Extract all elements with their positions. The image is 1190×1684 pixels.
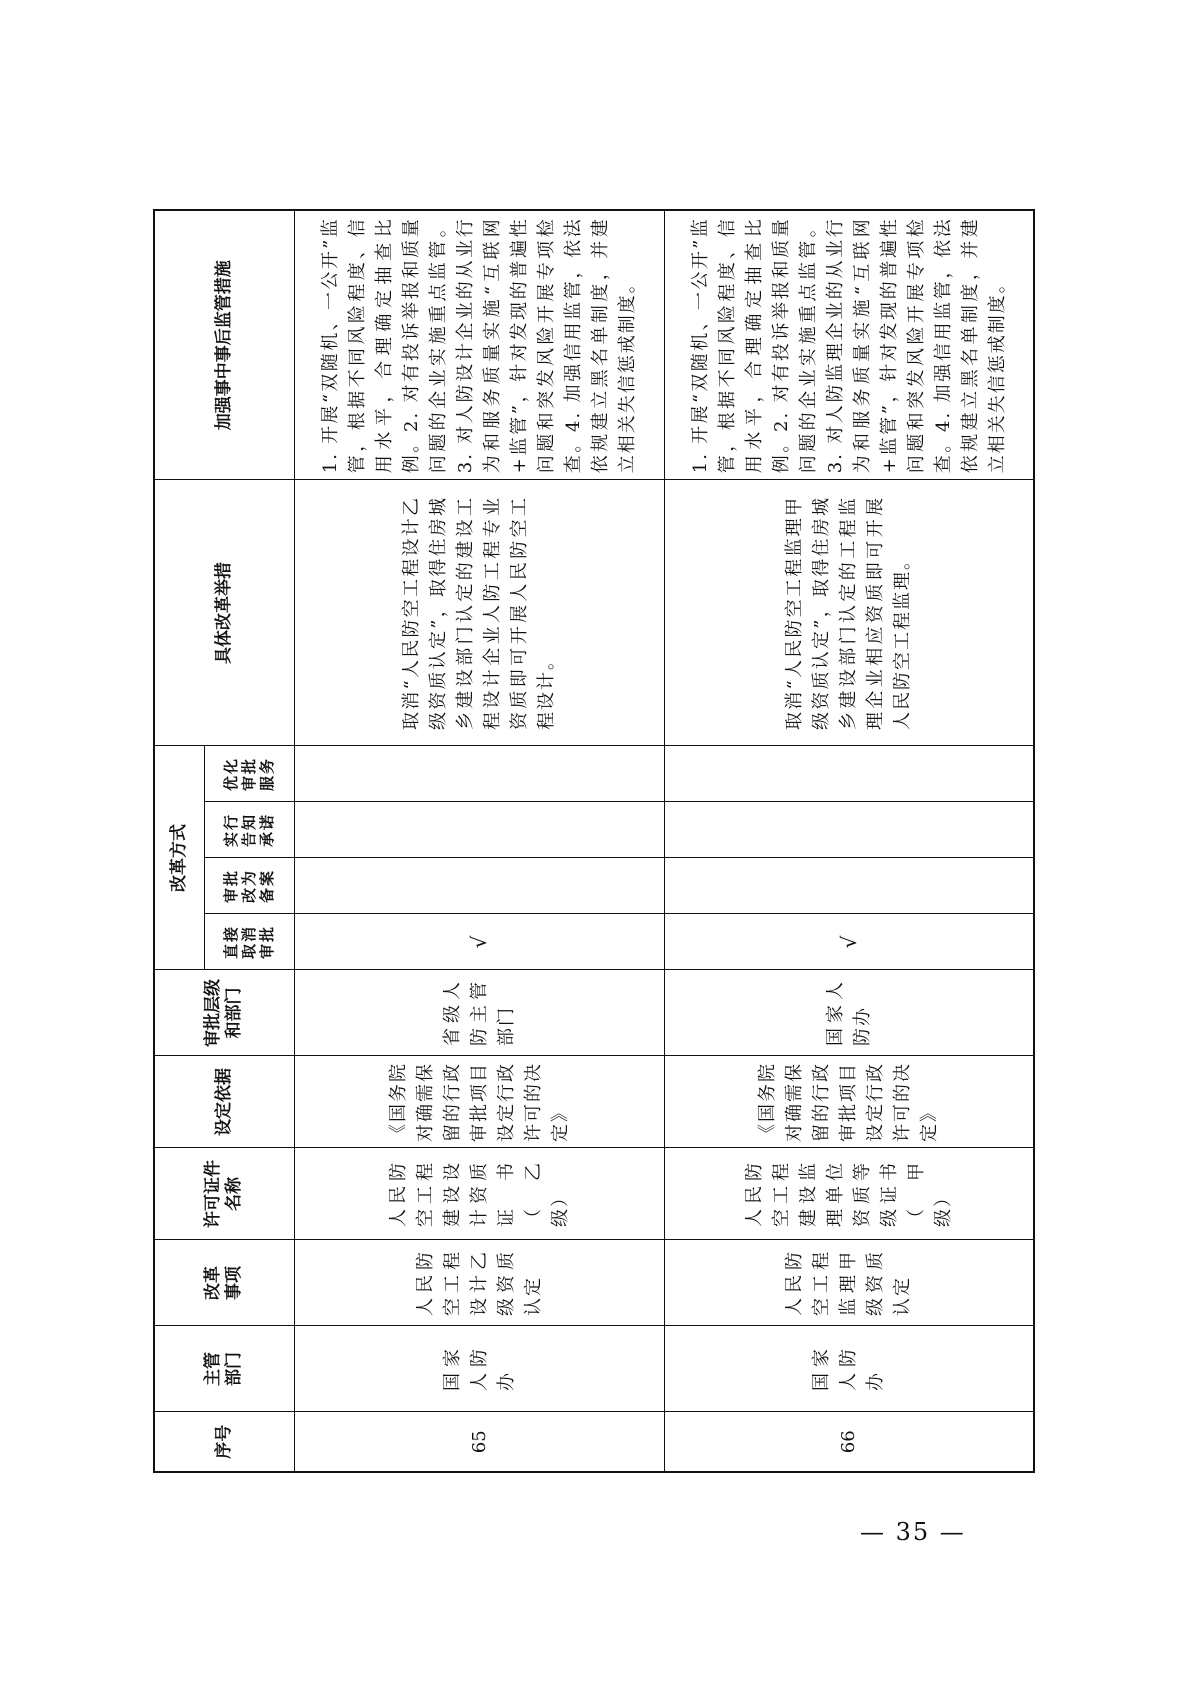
header-mode-group: 改革方式 <box>154 746 204 970</box>
row-measures <box>294 480 664 746</box>
header-mode-record <box>204 858 294 914</box>
header-mode-cancel <box>204 914 294 970</box>
row-item-text: 人民防空工程设计乙级资质认定 <box>414 1250 544 1316</box>
row-mode-record <box>664 858 1034 914</box>
row-item <box>294 1240 664 1326</box>
header-mode-record-text: 审批改为备案 <box>222 869 276 904</box>
row-mode-cancel: √ <box>294 914 664 970</box>
row-basis <box>294 1056 664 1148</box>
row-mode-record <box>294 858 664 914</box>
row-mode-notify <box>664 802 1034 858</box>
table-row <box>294 210 664 1472</box>
row-supervision-text: 1. 开展“双随机、一公开”监管，根据不同风险程度、信用水平，合理确定抽查比例。2. 对有投诉举报和质量问题的企业实施重点监管。3. 对人防设计企业的从业行为和服务质量实施“互联网+监管”，针对发现的普遍性问题和突发风险开展专项检查。4. 加强信用监管，依法依规建立黑名单制度，并建立相关失信惩戒制度。 <box>320 217 638 474</box>
header-seq: 序号 <box>154 1412 294 1472</box>
row-mode-optimize <box>664 746 1034 802</box>
row-supervision-text: 1. 开展“双随机、一公开”监管，根据不同风险程度、信用水平，合理确定抽查比例。2. 对有投诉举报和质量问题的企业实施重点监管。3. 对人防监理企业的从业行为和服务质量实施“互联网+监管”，针对发现的普遍性问题和突发风险开展专项检查。4. 加强信用监管，依法依规建立黑名单制度，并建立相关失信惩戒制度。 <box>689 217 1008 474</box>
row-seq: 65 <box>294 1412 664 1472</box>
header-dept-text: 主管部门 <box>203 1352 245 1386</box>
header-measures: 具体改革举措 <box>154 480 294 746</box>
row-item-text: 人民防空工程监理甲级资质认定 <box>784 1250 914 1316</box>
rotated-table-container <box>153 211 1033 1473</box>
row-measures-text: 取消“人民防空工程设计乙级资质认定”，取得住房城乡建设部门认定的建设工程设计企业人防工程专业资质即可开展人民防空工程设计。 <box>401 496 557 730</box>
row-mode-cancel: √ <box>664 914 1034 970</box>
header-item <box>154 1240 294 1326</box>
header-item-text: 改革事项 <box>203 1266 245 1300</box>
row-license <box>294 1148 664 1240</box>
header-mode-optimize <box>204 746 294 802</box>
row-level-text: 省级人防主管部门 <box>441 980 517 1046</box>
header-dept <box>154 1326 294 1412</box>
row-supervision <box>294 210 664 480</box>
row-license <box>664 1148 1034 1240</box>
header-mode-cancel-text: 直接取消审批 <box>222 925 276 960</box>
table-row <box>664 210 1034 1472</box>
row-basis-text: 《国务院对确需保留的行政审批项目设定行政许可的决定》 <box>757 1062 941 1142</box>
header-row-top <box>154 210 204 1472</box>
row-dept-text: 国家人防办 <box>441 1347 517 1391</box>
row-license-text: 人民防空工程建设监理单位资质等级证书（甲级） <box>743 1161 954 1227</box>
header-mode-notify-text: 实行告知承诺 <box>222 813 276 848</box>
header-level-text: 审批层级和部门 <box>203 979 245 1047</box>
header-license <box>154 1148 294 1240</box>
row-supervision <box>664 210 1034 480</box>
row-measures-text: 取消“人民防空工程监理甲级资质认定”，取得住房城乡建设部门认定的工程监理企业相应资质即可开展人民防空工程监理。 <box>784 496 914 730</box>
reform-table <box>153 209 1035 1473</box>
page-number: — 35 — <box>860 1518 966 1546</box>
row-level <box>664 970 1034 1056</box>
row-dept <box>664 1326 1034 1412</box>
header-mode-notify <box>204 802 294 858</box>
header-basis: 设定依据 <box>154 1056 294 1148</box>
row-license-text: 人民防空工程建设设计资质证书（乙级） <box>387 1161 571 1227</box>
row-level <box>294 970 664 1056</box>
row-dept <box>294 1326 664 1412</box>
row-item <box>664 1240 1034 1326</box>
row-measures <box>664 480 1034 746</box>
row-mode-notify <box>294 802 664 858</box>
row-basis <box>664 1056 1034 1148</box>
row-basis-text: 《国务院对确需保留的行政审批项目设定行政许可的决定》 <box>387 1062 571 1142</box>
row-level-text: 国家人防办 <box>824 980 873 1046</box>
row-seq: 66 <box>664 1412 1034 1472</box>
row-dept-text: 国家人防办 <box>811 1347 887 1391</box>
header-mode-optimize-text: 优化审批服务 <box>222 757 276 792</box>
header-license-text: 许可证件名称 <box>203 1160 245 1228</box>
header-level <box>154 970 294 1056</box>
header-supervision: 加强事中事后监管措施 <box>154 210 294 480</box>
row-mode-optimize <box>294 746 664 802</box>
